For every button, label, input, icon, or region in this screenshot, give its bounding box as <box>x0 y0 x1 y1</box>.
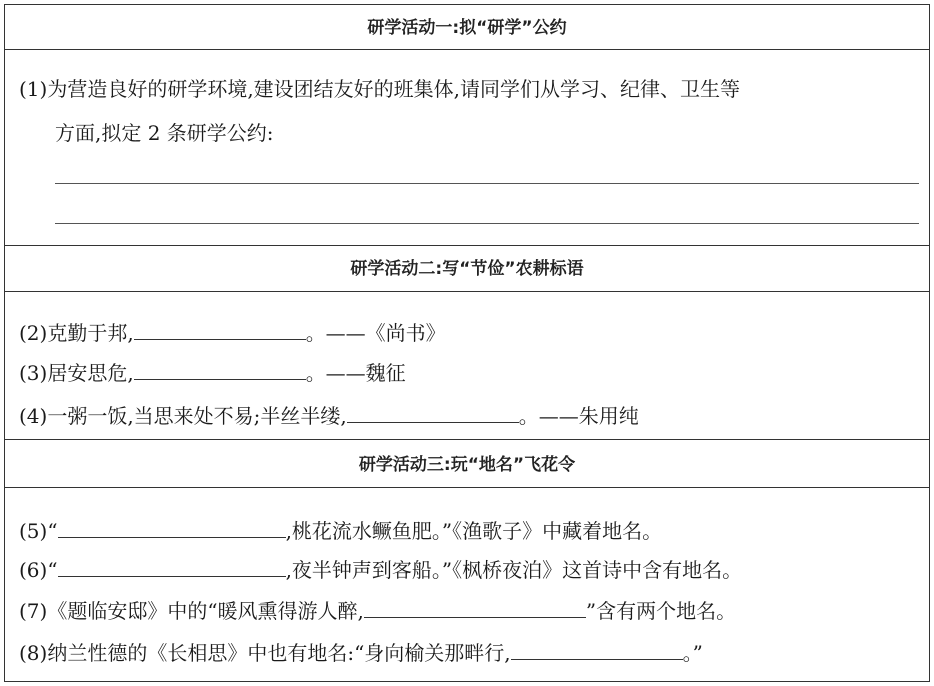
question-8-suffix: 。” <box>682 641 703 665</box>
question-2-suffix: 。——《尚书》 <box>305 321 446 345</box>
question-7-prefix: (7)《题临安邸》中的“暖风熏得游人醉, <box>19 599 364 623</box>
question-1-line-2: 方面,拟定 2 条研学公约: <box>55 121 274 145</box>
question-2-prefix: (2)克勤于邦, <box>19 321 134 345</box>
question-3-prefix: (3)居安思危, <box>19 361 134 385</box>
question-8-blank[interactable] <box>511 637 683 660</box>
question-2 <box>19 317 921 347</box>
question-5-blank[interactable] <box>58 515 286 538</box>
section-1-title: 研学活动一:拟“研学”公约 <box>367 18 567 38</box>
answer-line-1[interactable] <box>55 183 919 184</box>
question-7-blank[interactable] <box>364 595 586 618</box>
answer-line-2[interactable] <box>55 223 919 224</box>
question-5-prefix: (5)“ <box>19 519 58 543</box>
question-5 <box>19 515 921 545</box>
question-7-suffix: ”含有两个地名。 <box>585 599 737 623</box>
section-2-title: 研学活动二:写“节俭”农耕标语 <box>350 259 584 279</box>
question-5-suffix: ,桃花流水鳜鱼肥。”《渔歌子》中藏着地名。 <box>285 519 663 543</box>
question-4-suffix: 。——朱用纯 <box>518 404 639 428</box>
question-1-line-1: (1)为营造良好的研学环境,建设团结友好的班集体,请同学们从学习、纪律、卫生等 <box>19 77 741 101</box>
divider <box>5 49 929 50</box>
question-4 <box>19 400 921 430</box>
question-6-blank[interactable] <box>58 554 286 577</box>
question-6-prefix: (6)“ <box>19 558 58 582</box>
question-3-blank[interactable] <box>134 357 306 380</box>
divider <box>5 439 929 440</box>
question-8-prefix: (8)纳兰性德的《长相思》中也有地名:“身向榆关那畔行, <box>19 641 511 665</box>
divider <box>5 487 929 488</box>
question-8 <box>19 637 921 667</box>
question-4-prefix: (4)一粥一饭,当思来处不易;半丝半缕, <box>19 404 347 428</box>
question-3-suffix: 。——魏征 <box>305 361 406 385</box>
question-4-blank[interactable] <box>347 400 519 423</box>
question-6 <box>19 554 921 584</box>
divider <box>5 245 929 246</box>
divider <box>5 291 929 292</box>
question-6-suffix: ,夜半钟声到客船。”《枫桥夜泊》这首诗中含有地名。 <box>285 558 743 582</box>
question-7 <box>19 595 921 625</box>
question-2-blank[interactable] <box>134 317 306 340</box>
section-3-title: 研学活动三:玩“地名”飞花令 <box>358 455 576 475</box>
question-3 <box>19 357 921 387</box>
worksheet-table <box>4 4 930 682</box>
